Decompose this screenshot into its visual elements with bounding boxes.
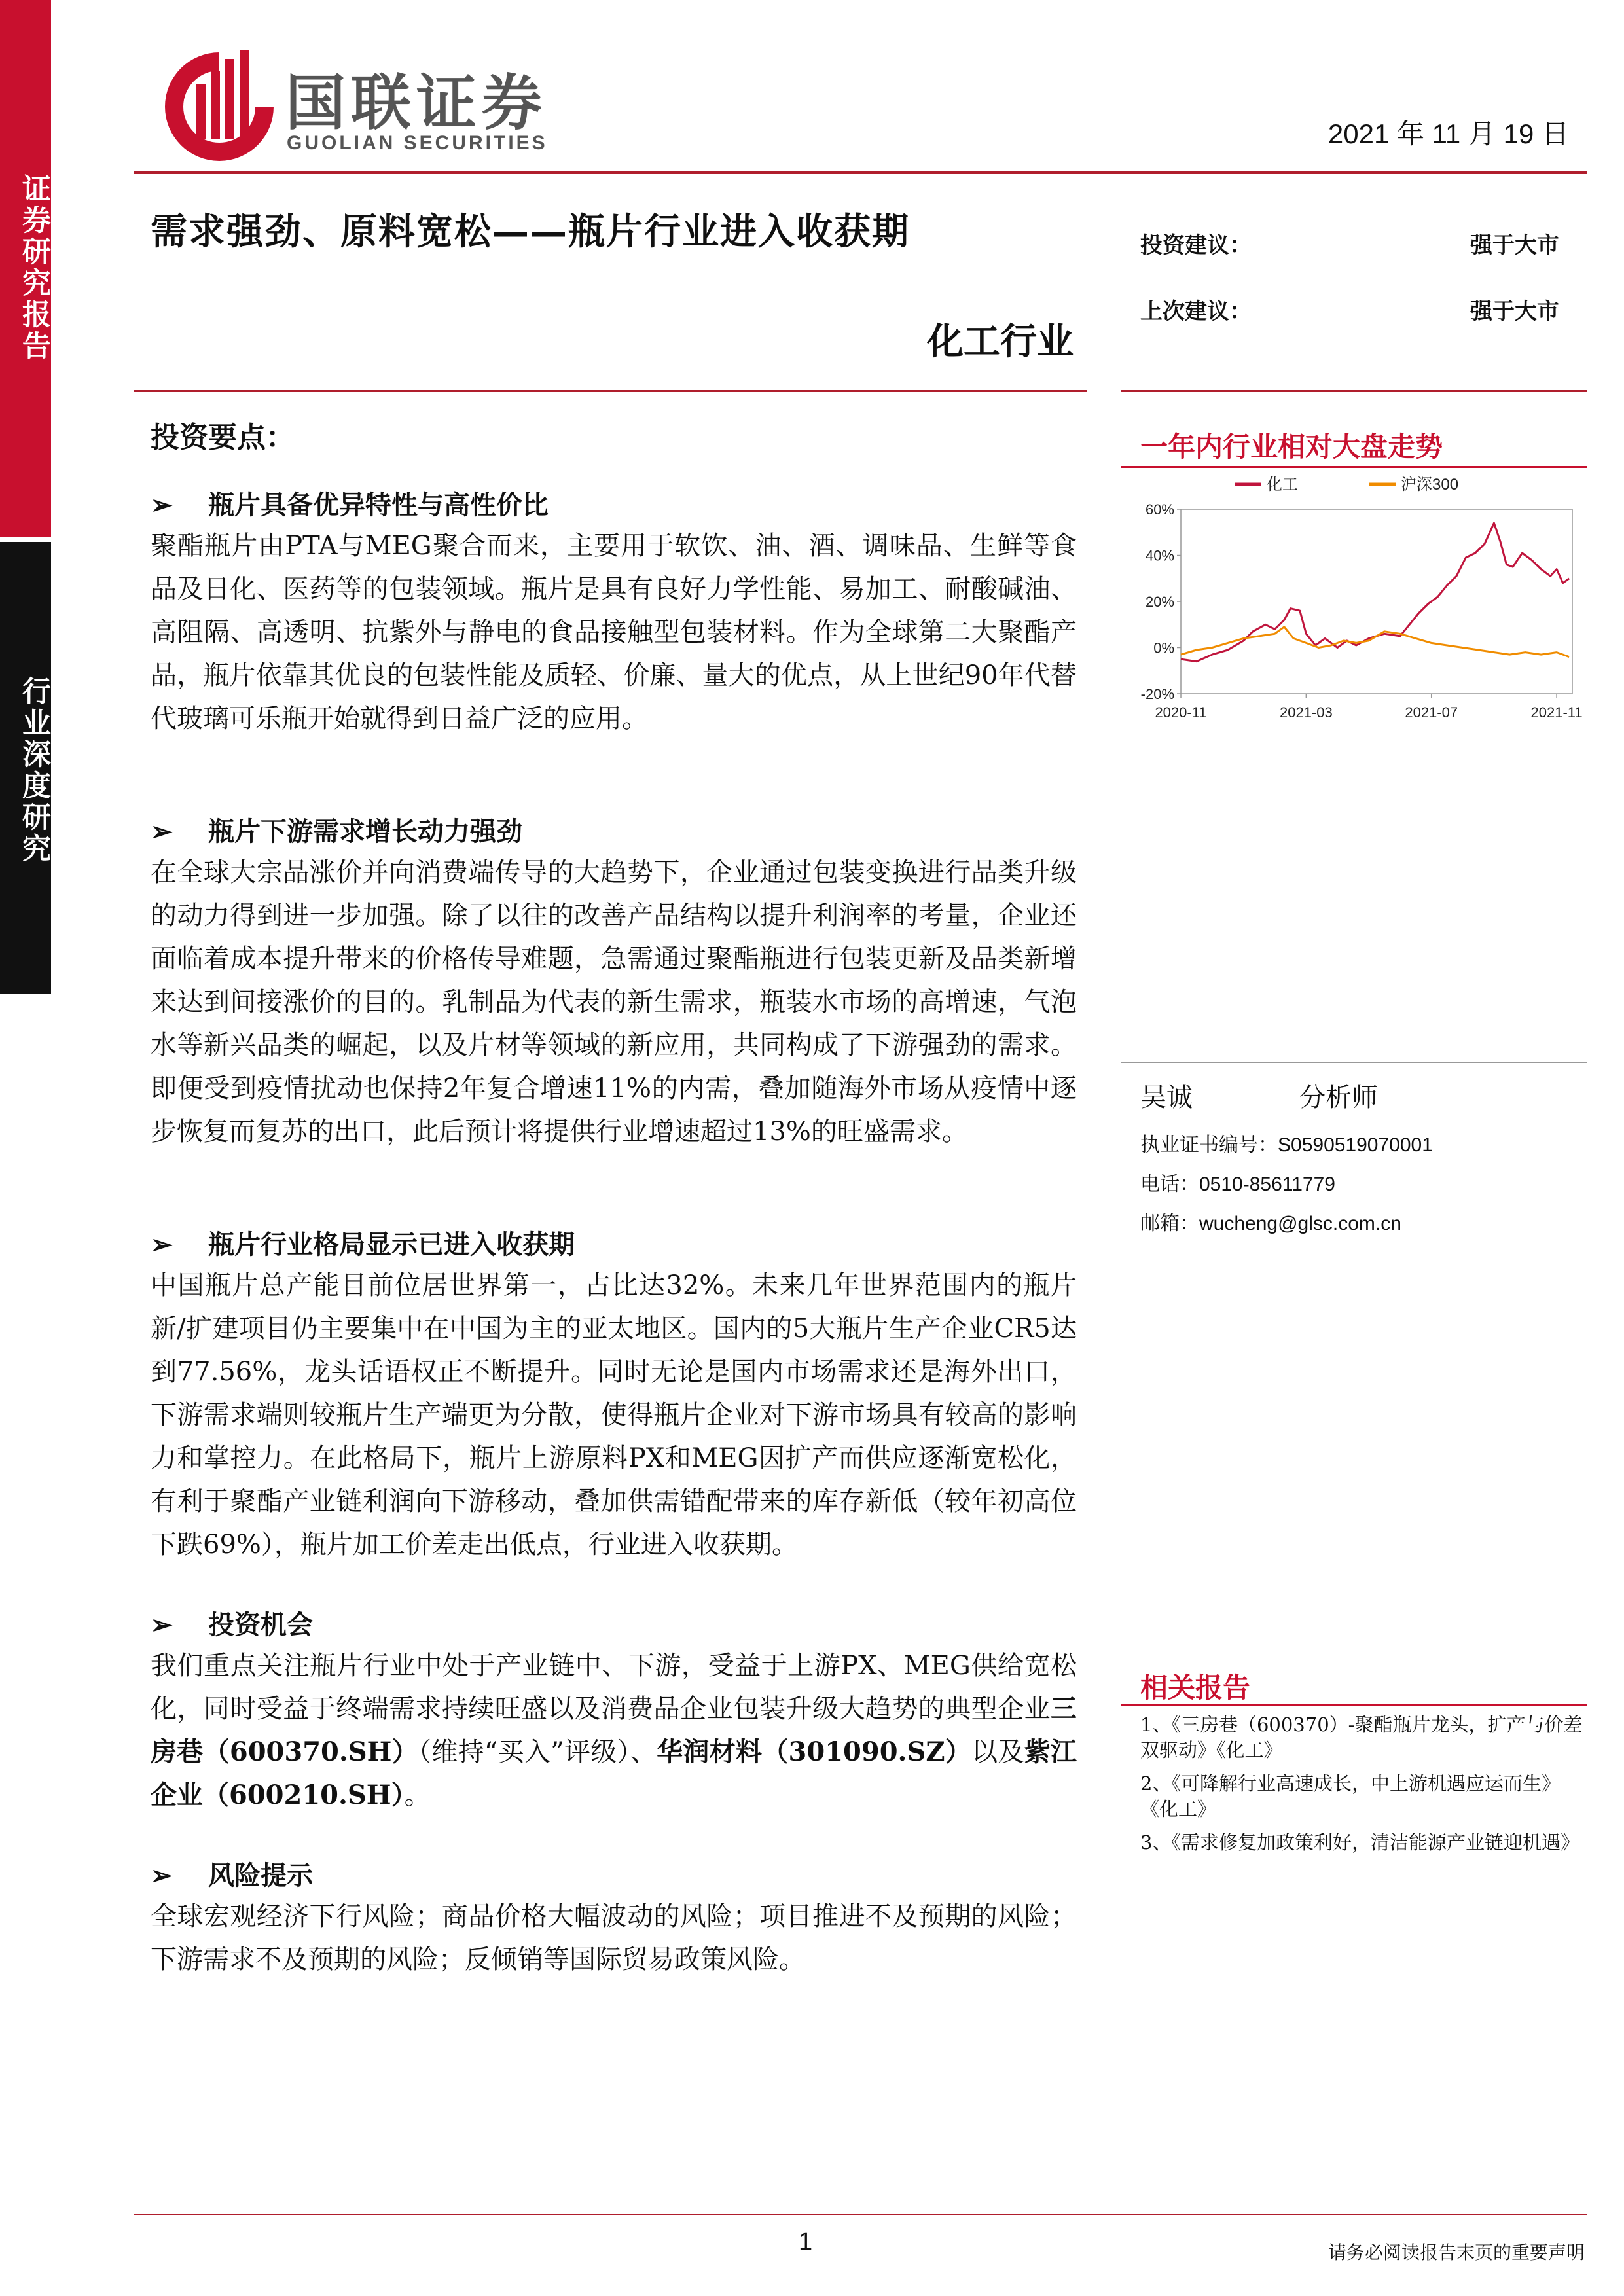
company-zijiang: 紫江企业（600210.SH） (151, 1736, 1077, 1810)
y-tick-label: 60% (1145, 501, 1174, 518)
company-sanfangxiang: 三房巷（600370.SH） (151, 1693, 1077, 1767)
rating-prev-value: 强于大市 (1470, 298, 1559, 325)
legend-label: 沪深300 (1401, 476, 1459, 493)
section-2-body: 在全球大宗品涨价并向消费端传导的大趋势下，企业通过包装变换进行品类升级的动力得到进一步加强。除了以往的改善产品结构以提升利润率的考量，企业还面临着成本提升带来的价格传导难题，急需通过聚酯瓶进行包装更新及品类新增来达到间接涨价的目的。乳制品为代表的新生需求，瓶装水市场的高增速，气泡水等新兴品类的崛起，以及片材等领域的新应用，共同构成了下游强劲的需求。即便受到疫情扰动也保持2年复合增速11%的内需，叠加随海外市场从疫情中逐步恢复而复苏的出口，此后预计将提供行业增速超过13%的旺盛需求。 (151, 857, 1077, 1147)
related-report-item[interactable]: 2、《可降解行业高速成长，中上游机遇应运而生》《化工》 (1140, 1772, 1561, 1820)
company-logo (157, 45, 615, 169)
investment-highlights (151, 414, 1077, 1981)
section-4-body: 我们重点关注瓶片行业中处于产业链中、下游，受益于上游PX、MEG供给宽松化，同时受益于终端需求持续旺盛以及消费品企业包装升级大趋势的典型企业三房巷（600370.SH）（维持“买入”评级）、华润材料（301090.SZ）以及紫江企业（600210.SH）。 (151, 1651, 1077, 1810)
page-number: 1 (799, 2228, 813, 2255)
chart-title: 一年内行业相对大盘走势 (1140, 431, 1443, 463)
legend-label: 化工 (1267, 476, 1298, 493)
related-reports-title: 相关报告 (1140, 1672, 1251, 1704)
section-5 (151, 1855, 1077, 1981)
report-date: 2021 年 11 月 19 日 (1327, 118, 1569, 149)
section-3-title: ➢ 瓶片行业格局显示已进入收获期 (151, 1229, 575, 1260)
arrow-bullet-icon: ➢ (151, 816, 173, 847)
arrow-bullet-icon: ➢ (151, 1229, 173, 1260)
sidebar-report-type (0, 0, 51, 537)
arrow-bullet-icon: ➢ (151, 1860, 173, 1891)
section-4-title: ➢ 投资机会 (151, 1609, 313, 1640)
logo-icon (157, 45, 281, 169)
y-tick-label: 20% (1145, 594, 1174, 610)
section-2-title: ➢ 瓶片下游需求增长动力强劲 (151, 816, 522, 847)
y-tick-label: 0% (1153, 639, 1174, 656)
relative-performance-chart (1121, 470, 1587, 745)
x-tick-label: 2021-11 (1530, 704, 1583, 721)
series-line-csi300 (1181, 627, 1569, 657)
related-reports-divider (1121, 1704, 1587, 1706)
related-report-item[interactable]: 1、《三房巷（600370）-聚酯瓶片龙头，扩产与价差双驱动》《化工》 (1140, 1713, 1583, 1761)
report-title: 需求强劲、原料宽松——瓶片行业进入收获期 (151, 210, 910, 253)
rating-invest (1140, 227, 1559, 259)
section-5-body: 全球宏观经济下行风险；商品价格大幅波动的风险；项目推进不及预期的风险；下游需求不及预期的风险；反倾销等国际贸易政策风险。 (151, 1901, 1077, 1975)
sidebar-top-label: 证券研究报告 (17, 173, 50, 362)
chart-plot-frame (1181, 509, 1572, 694)
analyst-divider (1121, 1062, 1587, 1063)
section-5-title: ➢ 风险提示 (151, 1860, 313, 1891)
analyst-phone: 电话：0510-85611779 (1140, 1173, 1335, 1196)
section-1-title: ➢ 瓶片具备优异特性与高性价比 (151, 490, 549, 520)
analyst-name: 吴诚 (1140, 1083, 1193, 1113)
related-reports-list (1140, 1712, 1585, 1863)
rating-invest-value: 强于大市 (1470, 232, 1559, 259)
industry-label: 化工行业 (927, 320, 1074, 363)
analyst-title: 分析师 (1299, 1083, 1378, 1113)
arrow-bullet-icon: ➢ (151, 1609, 173, 1640)
section-4 (151, 1604, 1077, 1817)
x-tick-label: 2021-03 (1279, 704, 1333, 721)
highlights-heading: 投资要点： (151, 421, 295, 454)
arrow-bullet-icon: ➢ (151, 490, 173, 520)
y-tick-label: 40% (1145, 547, 1174, 564)
chart-top-divider (1121, 390, 1587, 392)
footer-divider (134, 2214, 1587, 2215)
title-divider (134, 390, 1087, 392)
rating-invest-label: 投资建议： (1140, 232, 1252, 259)
chart-title-divider (1121, 466, 1587, 468)
related-report-item[interactable]: 3、《需求修复加政策利好，清洁能源产业链迎机遇》 (1140, 1831, 1579, 1854)
sidebar-report-category (0, 542, 51, 994)
logo-text-en: GUOLIAN SECURITIES (287, 132, 548, 154)
sidebar-bottom-label: 行业深度研究 (17, 676, 50, 865)
analyst-email: 邮箱：wucheng@glsc.com.cn (1140, 1212, 1401, 1235)
section-3-body: 中国瓶片总产能目前位居世界第一，占比达32%。未来几年世界范围内的瓶片新/扩建项目仍主要集中在中国为主的亚太地区。国内的5大瓶片生产企业CR5达到77.56%，龙头话语权正不断提升。同时无论是国内市场需求还是海外出口，下游需求端则较瓶片生产端更为分散，使得瓶片企业对下游市场具有较高的影响力和掌控力。在此格局下，瓶片上游原料PX和MEG因扩产而供应逐渐宽松化，有利于聚酯产业链利润向下游移动，叠加供需错配带来的库存新低（较年初高位下跌69%），瓶片加工价差走出低点，行业进入收获期。 (151, 1270, 1077, 1560)
y-tick-label: -20% (1140, 686, 1174, 702)
section-3 (151, 1224, 1077, 1566)
x-tick-label: 2020-11 (1155, 704, 1207, 721)
analyst-license: 执业证书编号：S0590519070001 (1140, 1134, 1433, 1157)
footer-disclaimer: 请务必阅读报告末页的重要声明 (1327, 2242, 1585, 2263)
logo-text-cn: 国联证券 (285, 68, 548, 138)
header-divider (134, 171, 1587, 174)
rating-prev-label: 上次建议： (1140, 298, 1252, 325)
section-2 (151, 811, 1077, 1153)
x-tick-label: 2021-07 (1405, 704, 1458, 721)
section-1-body: 聚酯瓶片由PTA与MEG聚合而来，主要用于软饮、油、酒、调味品、生鲜等食品及日化、医药等的包装领域。瓶片是具有良好力学性能、易加工、耐酸碱油、高阻隔、高透明、抗紫外与静电的食品接触型包装材料。作为全球第二大聚酯产品，瓶片依靠其优良的包装性能及质轻、价廉、量大的优点，从上世纪90年代替代玻璃可乐瓶开始就得到日益广泛的应用。 (151, 531, 1077, 734)
section-1 (151, 484, 1077, 740)
company-huarun: 华润材料（301090.SZ） (657, 1736, 972, 1767)
rating-prev (1140, 293, 1559, 325)
